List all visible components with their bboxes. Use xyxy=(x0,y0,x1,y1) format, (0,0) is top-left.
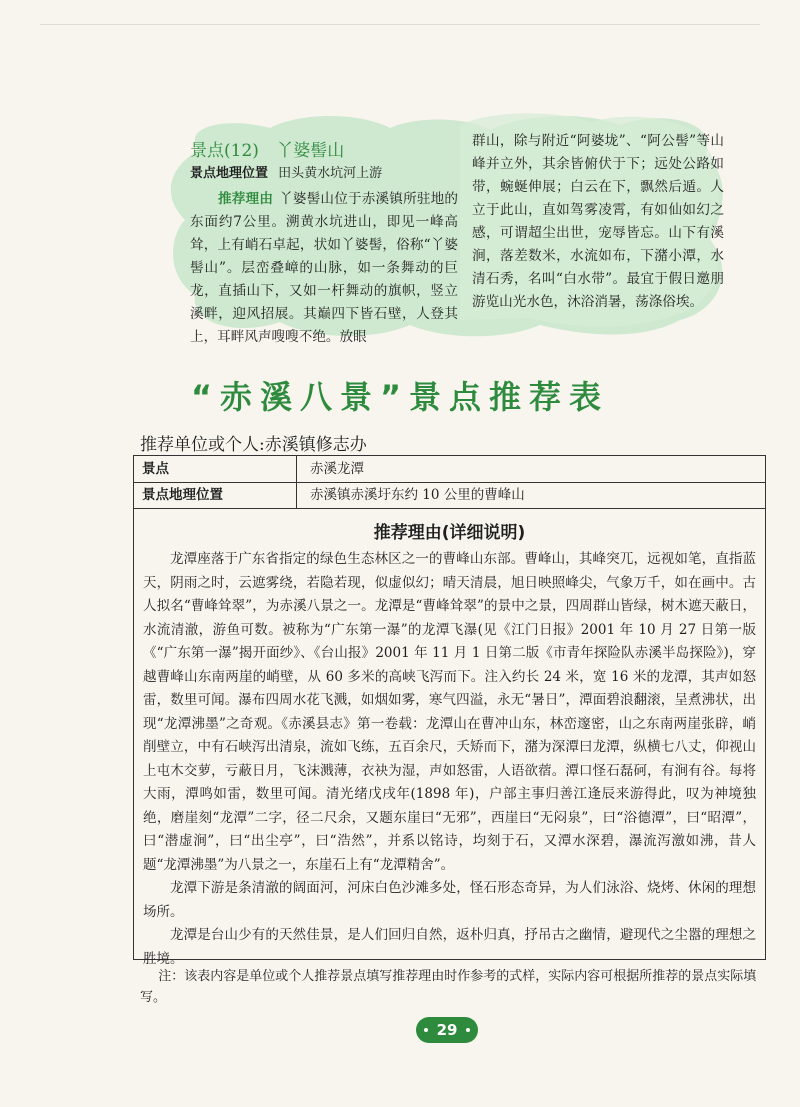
card-left-column xyxy=(190,138,458,349)
location-label: 景点地理位置 xyxy=(190,166,269,181)
page-number: 29 xyxy=(416,1017,478,1043)
detail-paragraph-2: 龙潭下游是条清澈的阔面河，河床白色沙滩多处，怪石形态奇异，为人们泳浴、烧烤、休闲的理想场所。 xyxy=(143,880,756,920)
detail-heading: 推荐理由(详细说明) xyxy=(373,523,526,543)
spot-name: 丫婆髻山 xyxy=(276,141,345,161)
table-row-spot xyxy=(134,456,765,483)
reason-body-left: 丫婆髻山位于赤溪镇所驻地的东面约7公里。溯黄水坑进山，即见一峰高耸，上有峭石卓起，状如丫婆髻，俗称“丫婆髻山”。层峦叠嶂的山脉，如一条舞动的巨龙，直插山下，又如一杆舞动的旗帜，竖立溪畔，迎风招展。其巅四下皆石壁，人登其上，耳畔风声嗖嗖不绝。放眼 xyxy=(190,191,459,345)
page-title: “赤溪八景”景点推荐表 xyxy=(190,378,610,416)
location-value: 田头黄水坑河上游 xyxy=(278,166,383,181)
top-rule xyxy=(40,24,760,25)
detail-paragraph-3: 龙潭是台山少有的天然佳景，是人们回归自然，返朴归真，抒吊古之幽情，避现代之尘嚣的理想之胜境。 xyxy=(143,927,756,967)
table-row-location xyxy=(134,482,765,509)
spot-card xyxy=(160,110,735,345)
spot-label-cell: 景点 xyxy=(134,456,297,482)
spot-heading xyxy=(190,138,458,164)
spot-number: 景点(12) xyxy=(190,141,259,161)
detail-body xyxy=(143,548,756,971)
spot-value-cell: 赤溪龙潭 xyxy=(310,461,364,477)
detail-paragraph-1: 龙潭座落于广东省指定的绿色生态林区之一的曹峰山东部。曹峰山，其峰突兀，远视如笔，直指蓝天，阴雨之时，云遮雾绕，若隐若现，似虚似幻；晴天清晨，旭日映照峰尖，气象万千，如在画中。古人拟名“曹峰耸翠”，为赤溪八景之一。龙潭是“曹峰耸翠”的景中之景，四周群山皆绿，树木遮天蔽日，水流清澈，游鱼可数。被称为“广东第一瀑”的龙潭飞瀑(见《江门日报》2001 年 10 月 27 日第一版《“广东第一瀑”揭开面纱》、《台山报》2001 年 11 月 1 日第二版《市青年探险队赤溪半岛探险》)，穿越曹峰山东南两崖的峭壁，从 60 多米的高峡飞泻而下。注入约长 24 米，宽 16 米的龙潭，其声如怒雷，数里可闻。瀑布四周水花飞溅，如烟如雾，寒气四溢，永无“暑日”，潭面碧浪翻滚，呈煮沸状，出现“龙潭沸墨”之奇观。《赤溪县志》第一卷载：龙潭山在曹冲山东，林峦邃密，山之东南两崖张辟，峭削壁立，中有石峡泻出清泉，流如飞练，五百余尺，夭矫而下，潴为深潭曰龙潭，纵横七八丈，仰视山上屯木交萝，亏蔽日月，飞沫溅薄，衣袂为湿，声如怒雷，人语欲蓿。潭口怪石磊砢，有涧有谷。每将大雨，潭鸣如雷，数里可闻。清光绪戊戌年(1898 年)，户部主事归善江逢辰来游得此，叹为神境独绝，磨崖刻“龙潭”二字，径二尺余，又题东崖曰“无邪”，西崖曰“无闷泉”，曰“浴德潭”，曰“昭潭”，曰“潜虚涧”，曰“出尘亭”，曰“浩然”，并系以铭诗，均刻于石，又潭水深碧，瀑流泻激如沸，昔人题“龙潭沸墨”为八景之一，东崖石上有“龙潭精舍”。 xyxy=(143,551,756,873)
reason-text-left xyxy=(190,188,458,349)
recommendation-table xyxy=(133,455,766,967)
reason-label: 推荐理由 xyxy=(218,191,274,207)
footnote: 注：该表内容是单位或个人推荐景点填写推荐理由时作参考的式样，实际内容可根据所推荐的景点实际填写。 xyxy=(140,969,757,1005)
location-label-cell: 景点地理位置 xyxy=(134,482,297,508)
spot-location-line xyxy=(190,164,458,184)
reason-text-right: 群山，除与附近“阿婆垅”、“阿公髻”等山峰并立外，其余皆俯伏于下；远处公路如带，蜿蜒伸展；白云在下，飘然后遁。人立于此山，直如驾雾凌霄，有如仙如幻之感，可谓超尘出世，宠辱皆忘。山下有溪涧，落差数米，水流如布，下潴小潭，水清石秀，名叫“白水带”。最宜于假日邀朋游览山光水色，沐浴消暑，荡涤俗埃。 xyxy=(472,133,724,310)
recommender-line: 推荐单位或个人:赤溪镇修志办 xyxy=(140,435,367,455)
location-value-cell: 赤溪镇赤溪圩东约 10 公里的曹峰山 xyxy=(310,487,525,503)
